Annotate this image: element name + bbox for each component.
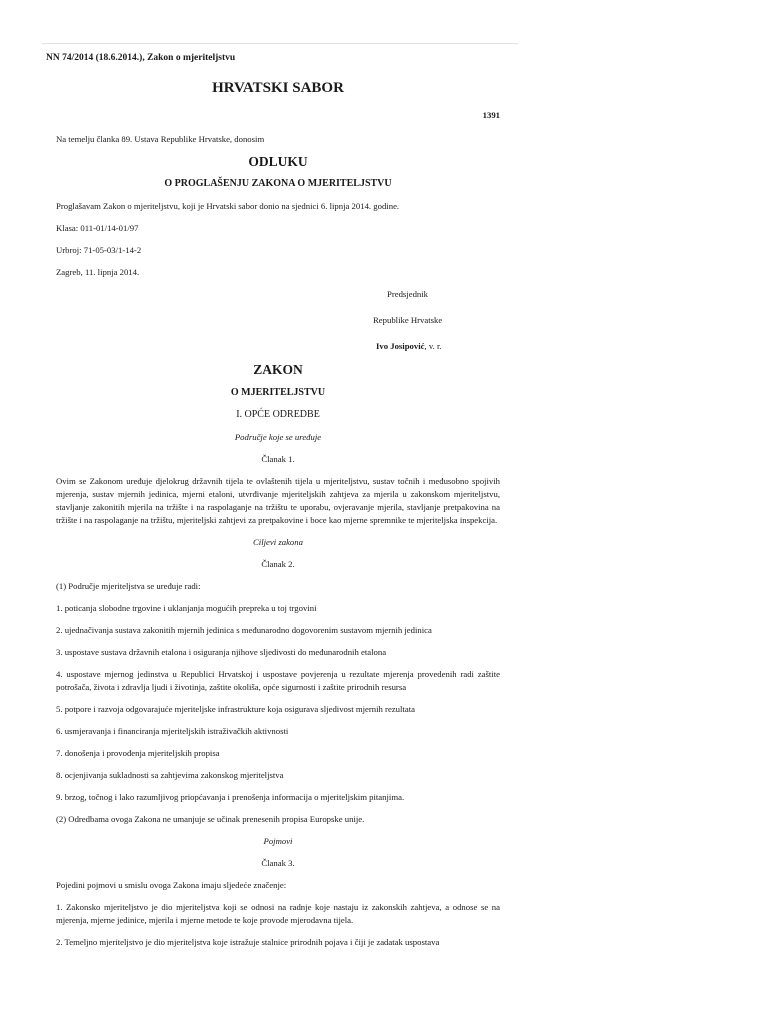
part-1-title: I. OPĆE ODREDBE bbox=[236, 409, 320, 420]
signature-office: Republike Hrvatske bbox=[373, 315, 443, 325]
article-2-list bbox=[56, 602, 500, 804]
article-3-heading: Članak 3. bbox=[261, 858, 295, 868]
section-2-title: Ciljevi zakona bbox=[253, 537, 303, 547]
article-3-item-2: 2. Temeljno mjeriteljstvo je dio mjeriteljstva koje istražuje stalnice prirodnih pojava i čiji je zadatak uspostava bbox=[56, 937, 440, 947]
article-3-intro: Pojedini pojmovi u smislu ovoga Zakona imaju sljedeće značenje: bbox=[56, 880, 287, 890]
article-1-heading: Članak 1. bbox=[261, 454, 295, 464]
article-1-text: Ovim se Zakonom uređuje djelokrug državnih tijela te ovlaštenih tijela u mjeriteljstvu, sustav točnih i međusobno spojivih mjerenja, sustav mjernih jedinica, mjerni etaloni, utvrđivanje mjeriteljskih zahtjeva za mjerila u zakonskom mjeriteljstvu, stavljanje zakonitih mjerila na tržište i na raspolaganje na tržištu te uporabu, ovjeravanje mjerila, stavljanje pretpakovina na tržište i na raspolaganje na tržištu, mjeriteljski zahtjevi za pretpakovine i boce kao mjerne spremnike te mjeriteljska inspekcija. bbox=[56, 476, 500, 525]
article-2-heading: Članak 2. bbox=[261, 559, 295, 569]
signature-line bbox=[56, 340, 500, 353]
list-item: 5. potpore i razvoja odgovarajuće mjeriteljske infrastrukture koja osigurava sljedivost mjernih rezultata bbox=[56, 704, 415, 714]
class-number: Klasa: 011-01/14-01/97 bbox=[56, 223, 139, 233]
preamble: Na temelju članka 89. Ustava Republike Hrvatske, donosim bbox=[56, 134, 265, 144]
signature-title: Predsjednik bbox=[387, 289, 429, 299]
decision-title: ODLUKU bbox=[248, 154, 308, 169]
list-item: 7. donošenja i provođenja mjeriteljskih propisa bbox=[56, 748, 220, 758]
section-3-title: Pojmovi bbox=[263, 836, 293, 846]
law-subtitle: O MJERITELJSTVU bbox=[230, 387, 326, 398]
list-item: 4. uspostave mjernog jedinstva u Republici Hrvatskoj i uspostave povjerenja u rezultate mjerenja provedenih radi zaštite potrošača, života i zdravlja ljudi i životinja, zaštite okoliša, opće sigurnosti i zaštite prirodnih resursa bbox=[56, 669, 500, 692]
document-header: NN 74/2014 (18.6.2014.), Zakon o mjeriteljstvu bbox=[46, 53, 236, 63]
article-3-item-1: 1. Zakonsko mjeriteljstvo je dio mjeriteljstva koji se odnosi na radnje koje nastaju iz zakonskih zahtjeva, a odnose se na mjerenja, mjerne jedinice, mjerila i mjerne metode te koje provode mjerodavna tijela. bbox=[56, 902, 500, 925]
decision-subtitle: O PROGLAŠENJU ZAKONA O MJERITELJSTVU bbox=[164, 178, 392, 189]
registry-number: Urbroj: 71-05-03/1-14-2 bbox=[56, 245, 142, 255]
list-item: 2. ujednačivanja sustava zakonitih mjernih jedinica s međunarodno dogovorenim sustavom mjernih jedinica bbox=[56, 625, 432, 635]
document-number: 1391 bbox=[482, 110, 500, 120]
list-item: 6. usmjeravanja i financiranja mjeriteljskih istraživačkih aktivnosti bbox=[56, 726, 289, 736]
signatory-name: Ivo Josipović bbox=[376, 341, 425, 351]
list-item: 8. ocjenjivanja sukladnosti sa zahtjevima zakonskog mjeriteljstva bbox=[56, 770, 284, 780]
document-body bbox=[56, 78, 500, 949]
signature-suffix: , v. r. bbox=[424, 341, 442, 351]
list-item: 3. uspostave sustava državnih etalona i osiguranja njihove sljedivosti do međunarodnih etalona bbox=[56, 647, 387, 657]
top-divider bbox=[42, 43, 518, 44]
law-title: ZAKON bbox=[253, 362, 303, 377]
article-2-intro: (1) Područje mjeriteljstva se uređuje radi: bbox=[56, 581, 201, 591]
list-item: 9. brzog, točnog i lako razumljivog priopćavanja i prenošenja informacija o mjeriteljskim pitanjima. bbox=[56, 792, 405, 802]
list-item: 1. poticanja slobodne trgovine i uklanjanja mogućih prepreka u toj trgovini bbox=[56, 603, 317, 613]
place-date: Zagreb, 11. lipnja 2014. bbox=[56, 267, 140, 277]
issuer-heading: HRVATSKI SABOR bbox=[212, 80, 344, 96]
article-2-paragraph-2: (2) Odredbama ovoga Zakona ne umanjuje se učinak prenesenih propisa Europske unije. bbox=[56, 814, 365, 824]
section-1-title: Područje koje se uređuje bbox=[234, 432, 322, 442]
proclamation-text: Proglašavam Zakon o mjeriteljstvu, koji je Hrvatski sabor donio na sjednici 6. lipnja 2014. godine. bbox=[56, 201, 400, 211]
